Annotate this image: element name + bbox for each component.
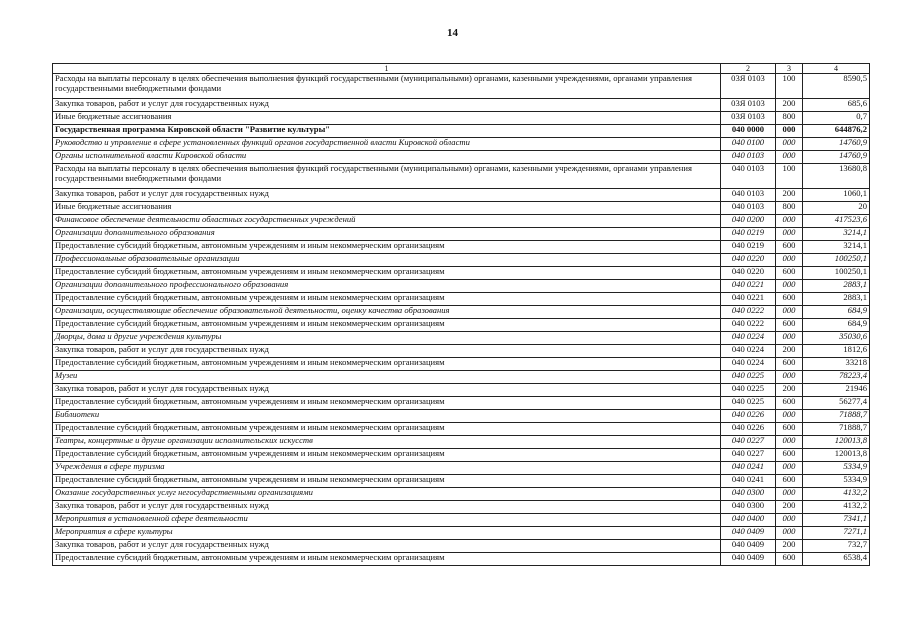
table-row [53, 99, 870, 112]
cell-type: 000 [776, 462, 803, 475]
table-row [53, 449, 870, 462]
cell-type: 000 [776, 280, 803, 293]
cell-code: 040 0409 [721, 540, 776, 553]
table-row [53, 397, 870, 410]
cell-code: 040 0103 [721, 189, 776, 202]
table-row [53, 410, 870, 423]
cell-name: Предоставление субсидий бюджетным, автономным учреждениям и иным некоммерческим организациям [53, 241, 721, 254]
cell-name: Учреждения в сфере туризма [53, 462, 721, 475]
cell-type: 000 [776, 151, 803, 164]
cell-amount: 14760,9 [803, 138, 870, 151]
cell-amount: 56277,4 [803, 397, 870, 410]
cell-amount: 417523,6 [803, 215, 870, 228]
cell-name: Предоставление субсидий бюджетным, автономным учреждениям и иным некоммерческим организациям [53, 449, 721, 462]
cell-amount: 2883,1 [803, 293, 870, 306]
cell-type: 200 [776, 384, 803, 397]
cell-amount: 8590,5 [803, 74, 870, 99]
cell-type: 600 [776, 293, 803, 306]
cell-type: 000 [776, 254, 803, 267]
cell-name: Театры, концертные и другие организации исполнительских искусств [53, 436, 721, 449]
cell-amount: 120013,8 [803, 436, 870, 449]
cell-name: Закупка товаров, работ и услуг для государственных нужд [53, 189, 721, 202]
table-row [53, 540, 870, 553]
cell-type: 200 [776, 189, 803, 202]
cell-name: Расходы на выплаты персоналу в целях обеспечения выполнения функций государственными (муниципальными) органами, казенными учреждениями, органами управления государственными внебюджетными фондами [53, 164, 721, 189]
cell-type: 800 [776, 112, 803, 125]
cell-amount: 20 [803, 202, 870, 215]
cell-amount: 684,9 [803, 306, 870, 319]
cell-type: 200 [776, 501, 803, 514]
table-row [53, 462, 870, 475]
table-row [53, 527, 870, 540]
cell-code: 03Я 0103 [721, 112, 776, 125]
cell-code: 040 0221 [721, 293, 776, 306]
cell-name: Предоставление субсидий бюджетным, автономным учреждениям и иным некоммерческим организациям [53, 475, 721, 488]
cell-type: 200 [776, 345, 803, 358]
table-row [53, 125, 870, 138]
cell-code: 040 0224 [721, 345, 776, 358]
table-row [53, 345, 870, 358]
cell-amount: 5334,9 [803, 462, 870, 475]
cell-code: 03Я 0103 [721, 99, 776, 112]
cell-code: 040 0221 [721, 280, 776, 293]
cell-type: 600 [776, 423, 803, 436]
cell-code: 040 0225 [721, 397, 776, 410]
table-row [53, 319, 870, 332]
cell-code: 040 0227 [721, 449, 776, 462]
cell-code: 040 0300 [721, 501, 776, 514]
table-row [53, 371, 870, 384]
cell-code: 040 0219 [721, 241, 776, 254]
cell-type: 800 [776, 202, 803, 215]
cell-code: 040 0227 [721, 436, 776, 449]
cell-amount: 7341,1 [803, 514, 870, 527]
table-row [53, 358, 870, 371]
cell-code: 040 0409 [721, 527, 776, 540]
cell-type: 600 [776, 241, 803, 254]
cell-amount: 35030,6 [803, 332, 870, 345]
cell-amount: 732,7 [803, 540, 870, 553]
cell-code: 040 0220 [721, 254, 776, 267]
cell-name: Руководство и управление в сфере установленных функций органов государственной власти Кировской области [53, 138, 721, 151]
table-row [53, 164, 870, 189]
cell-name: Предоставление субсидий бюджетным, автономным учреждениям и иным некоммерческим организациям [53, 319, 721, 332]
cell-amount: 1812,6 [803, 345, 870, 358]
cell-name: Библиотеки [53, 410, 721, 423]
cell-name: Закупка товаров, работ и услуг для государственных нужд [53, 501, 721, 514]
cell-type: 000 [776, 332, 803, 345]
cell-type: 600 [776, 449, 803, 462]
cell-amount: 21946 [803, 384, 870, 397]
cell-code: 040 0000 [721, 125, 776, 138]
cell-type: 000 [776, 215, 803, 228]
header-code: 2 [721, 64, 776, 74]
cell-name: Закупка товаров, работ и услуг для государственных нужд [53, 540, 721, 553]
table-header-row [53, 64, 870, 74]
cell-amount: 4132,2 [803, 488, 870, 501]
header-name: 1 [53, 64, 721, 74]
cell-type: 000 [776, 436, 803, 449]
cell-code: 040 0225 [721, 384, 776, 397]
cell-name: Профессиональные образовательные организации [53, 254, 721, 267]
cell-code: 040 0409 [721, 553, 776, 566]
cell-amount: 0,7 [803, 112, 870, 125]
cell-amount: 2883,1 [803, 280, 870, 293]
cell-type: 000 [776, 228, 803, 241]
cell-code: 040 0200 [721, 215, 776, 228]
table-row [53, 228, 870, 241]
cell-amount: 6538,4 [803, 553, 870, 566]
cell-type: 600 [776, 267, 803, 280]
table-row [53, 423, 870, 436]
cell-amount: 5334,9 [803, 475, 870, 488]
cell-amount: 7271,1 [803, 527, 870, 540]
table-row [53, 74, 870, 99]
table-row [53, 475, 870, 488]
cell-amount: 3214,1 [803, 241, 870, 254]
page-number: 14 [447, 27, 458, 39]
cell-code: 040 0224 [721, 332, 776, 345]
table-row [53, 138, 870, 151]
cell-name: Предоставление субсидий бюджетным, автономным учреждениям и иным некоммерческим организациям [53, 397, 721, 410]
cell-name: Иные бюджетные ассигнования [53, 202, 721, 215]
table-body [53, 74, 870, 566]
cell-amount: 33218 [803, 358, 870, 371]
cell-name: Организации, осуществляющие обеспечение образовательной деятельности, оценку качества образования [53, 306, 721, 319]
cell-code: 040 0222 [721, 319, 776, 332]
cell-name: Органы исполнительной власти Кировской области [53, 151, 721, 164]
cell-name: Дворцы, дома и другие учреждения культуры [53, 332, 721, 345]
cell-amount: 71888,7 [803, 410, 870, 423]
cell-amount: 100250,1 [803, 267, 870, 280]
cell-code: 040 0219 [721, 228, 776, 241]
cell-type: 000 [776, 125, 803, 138]
cell-name: Предоставление субсидий бюджетным, автономным учреждениям и иным некоммерческим организациям [53, 358, 721, 371]
cell-name: Оказание государственных услуг негосударственными организациями [53, 488, 721, 501]
cell-name: Закупка товаров, работ и услуг для государственных нужд [53, 99, 721, 112]
table-row [53, 488, 870, 501]
cell-amount: 78223,4 [803, 371, 870, 384]
cell-amount: 684,9 [803, 319, 870, 332]
cell-code: 03Я 0103 [721, 74, 776, 99]
table-row [53, 202, 870, 215]
cell-amount: 1060,1 [803, 189, 870, 202]
table-row [53, 267, 870, 280]
cell-type: 000 [776, 138, 803, 151]
cell-code: 040 0226 [721, 410, 776, 423]
cell-type: 600 [776, 475, 803, 488]
cell-type: 000 [776, 306, 803, 319]
cell-type: 000 [776, 410, 803, 423]
table-row [53, 553, 870, 566]
table-row [53, 215, 870, 228]
cell-name: Иные бюджетные ассигнования [53, 112, 721, 125]
cell-name: Предоставление субсидий бюджетным, автономным учреждениям и иным некоммерческим организациям [53, 293, 721, 306]
cell-type: 100 [776, 164, 803, 189]
cell-name: Закупка товаров, работ и услуг для государственных нужд [53, 345, 721, 358]
cell-code: 040 0225 [721, 371, 776, 384]
cell-type: 000 [776, 527, 803, 540]
cell-code: 040 0100 [721, 138, 776, 151]
cell-code: 040 0103 [721, 202, 776, 215]
cell-code: 040 0103 [721, 151, 776, 164]
table-row [53, 254, 870, 267]
cell-name: Мероприятия в сфере культуры [53, 527, 721, 540]
cell-code: 040 0224 [721, 358, 776, 371]
cell-amount: 71888,7 [803, 423, 870, 436]
cell-code: 040 0226 [721, 423, 776, 436]
cell-code: 040 0400 [721, 514, 776, 527]
cell-name: Предоставление субсидий бюджетным, автономным учреждениям и иным некоммерческим организациям [53, 553, 721, 566]
cell-amount: 644876,2 [803, 125, 870, 138]
cell-name: Организации дополнительного профессионального образования [53, 280, 721, 293]
cell-code: 040 0103 [721, 164, 776, 189]
cell-amount: 100250,1 [803, 254, 870, 267]
table-row [53, 293, 870, 306]
cell-code: 040 0220 [721, 267, 776, 280]
table-row [53, 151, 870, 164]
cell-code: 040 0241 [721, 475, 776, 488]
cell-type: 000 [776, 514, 803, 527]
table-row [53, 241, 870, 254]
cell-type: 600 [776, 358, 803, 371]
cell-type: 000 [776, 488, 803, 501]
table-row [53, 514, 870, 527]
budget-table [52, 63, 870, 566]
cell-name: Музеи [53, 371, 721, 384]
cell-amount: 120013,8 [803, 449, 870, 462]
table-row [53, 501, 870, 514]
cell-code: 040 0300 [721, 488, 776, 501]
cell-type: 600 [776, 319, 803, 332]
cell-amount: 4132,2 [803, 501, 870, 514]
cell-type: 100 [776, 74, 803, 99]
table-row [53, 332, 870, 345]
cell-name: Закупка товаров, работ и услуг для государственных нужд [53, 384, 721, 397]
table-row [53, 280, 870, 293]
cell-name: Предоставление субсидий бюджетным, автономным учреждениям и иным некоммерческим организациям [53, 267, 721, 280]
cell-name: Расходы на выплаты персоналу в целях обеспечения выполнения функций государственными (муниципальными) органами, казенными учреждениями, органами управления государственными внебюджетными фондами [53, 74, 721, 99]
header-amount: 4 [803, 64, 870, 74]
cell-amount: 3214,1 [803, 228, 870, 241]
header-type: 3 [776, 64, 803, 74]
cell-name: Организации дополнительного образования [53, 228, 721, 241]
cell-name: Мероприятия в установленной сфере деятельности [53, 514, 721, 527]
table-row [53, 436, 870, 449]
cell-amount: 685,6 [803, 99, 870, 112]
cell-type: 600 [776, 553, 803, 566]
cell-amount: 14760,9 [803, 151, 870, 164]
cell-name: Финансовое обеспечение деятельности областных государственных учреждений [53, 215, 721, 228]
table-row [53, 384, 870, 397]
cell-type: 600 [776, 397, 803, 410]
cell-amount: 13680,8 [803, 164, 870, 189]
table-row [53, 306, 870, 319]
cell-type: 200 [776, 540, 803, 553]
cell-name: Государственная программа Кировской области "Развитие культуры" [53, 125, 721, 138]
cell-code: 040 0241 [721, 462, 776, 475]
table-row [53, 189, 870, 202]
table-row [53, 112, 870, 125]
cell-code: 040 0222 [721, 306, 776, 319]
cell-type: 200 [776, 99, 803, 112]
cell-name: Предоставление субсидий бюджетным, автономным учреждениям и иным некоммерческим организациям [53, 423, 721, 436]
cell-type: 000 [776, 371, 803, 384]
